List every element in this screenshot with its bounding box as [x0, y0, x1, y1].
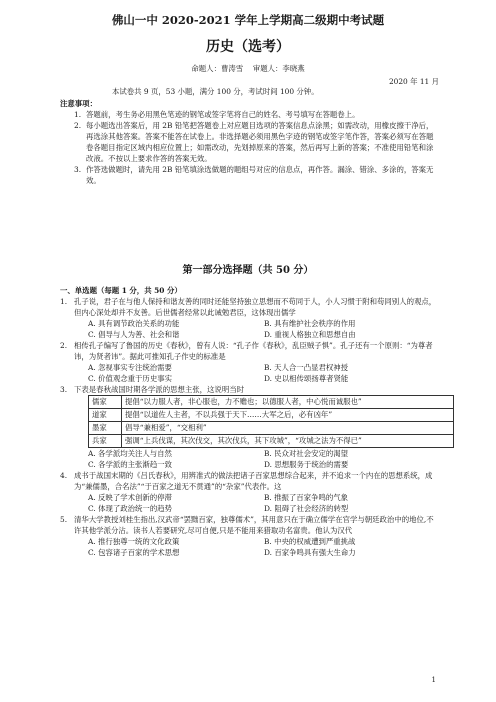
option-a: A. 推行独尊一统的文化政策 [88, 537, 180, 546]
question-text: 成书于战国末期的《吕氏春秋》，用辨准式的做法把诸子百家思想综合起来，并不追求一个内在的思想系统，成为“兼儒墨，合名法”“于百家之道无不贯通”的“杂家”代表作。这 [74, 471, 433, 491]
table-row [89, 409, 454, 422]
question-2 [60, 340, 440, 384]
school-cell: 墨家 [89, 422, 122, 435]
question-number: 4. [60, 471, 68, 480]
school-cell: 道家 [89, 409, 122, 422]
idea-cell: 倡导“兼相爱”，“交相利” [122, 422, 454, 435]
question-text: 相传孔子编写了鲁国的历史《春秋》，曾有人说：“孔子作《春秋》，乱臣贼子惧”。孔子还有一个原则：“为尊者讳，为贤者讳”。据此可推知孔子作史的标准是 [74, 341, 433, 361]
notice-item [74, 164, 439, 186]
exam-subject: 历史（选考） [206, 39, 290, 55]
option-a: A. 反映了学术创新的停滞 [88, 493, 172, 502]
notice-heading: 注意事项： [60, 99, 97, 108]
question-stem [60, 340, 440, 362]
exam-title: 佛山一中 2020-2021 学年上学期高二级期中考试题 [111, 13, 385, 27]
option-c: C. 倡导与人为善、社会和谐 [88, 330, 180, 339]
option-c: C. 体现了政治统一的趋势 [88, 504, 172, 513]
option-d: D. 百家争鸣具有强大生命力 [264, 548, 356, 557]
option-b: B. 推振了百家争鸣的气象 [264, 493, 349, 502]
option-group [60, 362, 440, 384]
notice-item [74, 109, 439, 120]
option-a: A. 各学派均关注人与自然 [88, 449, 172, 458]
notice-list [74, 109, 439, 186]
option-a: A. 忽视事实专注统治需要 [88, 363, 172, 372]
option-b: B. 天人合一凸显君权神授 [264, 363, 349, 372]
option-b: B. 中央的权威遭到严重挑战 [264, 537, 356, 546]
exam-authors: 命题人：曹涛雪 审题人：李晓燕 [191, 64, 305, 73]
idea-cell: 强调“上兵伐谋，其次伐交，其次伐兵，其下攻城”，“攻城之法为不得已” [122, 435, 454, 448]
notice-item [74, 120, 439, 164]
option-d: D. 阻碍了社会经济的转型 [264, 504, 349, 513]
question-1 [60, 296, 440, 340]
section-title: 一、单选题（每题 1 分，共 50 分） [60, 286, 182, 295]
option-group [60, 536, 440, 558]
option-d: D. 重视人格独立和思想自由 [264, 330, 356, 339]
question-stem [60, 384, 440, 395]
question-stem [60, 470, 440, 492]
question-text: 孔子说，君子在与他人保持和谐友善的同时还能坚持独立思想而不苟同于人，小人习惯于附和苟同别人的观点，但内心深处却并不友善。后世儒者经常以此诫勉君臣，这体现出儒学 [74, 297, 437, 317]
idea-cell: 提倡“以力服人者，非心服也，力不赡也；以德服人者，中心悦而诚服也” [122, 396, 454, 409]
question-text: 下表是春秋战国时期各学派的思想主张，这说明当时 [74, 385, 244, 394]
part-one-title: 第一部分选择题（共 50 分） [182, 265, 314, 276]
option-group [60, 448, 440, 470]
option-group [60, 318, 440, 340]
table-row [89, 396, 454, 409]
question-stem [60, 296, 440, 318]
question-number: 1. [60, 297, 68, 306]
notice-text: 作答选做题时，请先用 2B 铅笔填涂选做题的题组号对应的信息点，再作答。漏涂、错涂、多涂的，答案无效。 [86, 165, 434, 185]
exam-date: 2020 年 11 月 [388, 77, 439, 86]
option-group [60, 492, 440, 514]
option-b: B. 民众对社会安定的渴望 [264, 449, 349, 458]
table-row [89, 422, 454, 435]
option-a: A. 具有调节政治关系的功能 [88, 319, 180, 328]
question-list [60, 296, 440, 558]
school-cell: 儒家 [89, 396, 122, 409]
question-5 [60, 514, 440, 558]
notice-number: 3. [74, 165, 82, 174]
notice-text: 每小题选出答案后，用 2B 铅笔把答题卷上对应题目选项的答案信息点涂黑；如需改动，用橡皮擦干净后，再选涂其他答案。答案不能答在试卷上。非选择题必须用黑色字迹的钢笔或签字笔作答，答案必须写在答题卷各题目指定区域内相应位置上；如需改动，先划掉原来的答案，然后再写上新的答案；不准使用铅笔和涂改液。不按以上要求作答的答案无效。 [86, 121, 434, 163]
table-row [89, 435, 454, 448]
exam-intro: 本试卷共 9 页，53 小题，满分 100 分，考试时间 100 分钟。 [112, 87, 319, 96]
option-d: D. 史以相传颂扬尊者贤能 [264, 374, 349, 383]
question-number: 2. [60, 341, 68, 350]
option-d: D. 思想服务于统治的需要 [264, 460, 349, 469]
notice-number: 2. [74, 121, 82, 130]
notice-number: 1. [74, 110, 82, 119]
school-cell: 兵家 [89, 435, 122, 448]
option-c: C. 价值观念重于历史事实 [88, 374, 172, 383]
question-number: 5. [60, 515, 68, 524]
option-c: C. 包容诸子百家的学术思想 [88, 548, 180, 557]
idea-cell: 提倡“以道佐人主者，不以兵强于天下……大军之后，必有凶年” [122, 409, 454, 422]
question-stem [60, 514, 440, 536]
question-3 [60, 384, 440, 470]
schools-table [88, 395, 454, 448]
notice-text: 答题前，考生务必用黑色笔迹的钢笔或签字笔将自己的姓名、考号填写在答题卷上。 [86, 110, 360, 119]
option-c: C. 各学派的主张渐趋一致 [88, 460, 172, 469]
question-text: 清华大学教授刘桂生指出,汉武帝“罢黜百家，独尊儒术”，其用意只在于确立儒学在官学与朝廷政治中的地位,不许其他学派分沾。读书人若要研究,尽可自便,只是不能用来猎取功名富贵。他认为汉代 [74, 515, 434, 535]
page-number: 1 [431, 676, 436, 684]
question-4 [60, 470, 440, 514]
question-number: 3. [60, 385, 68, 394]
option-b: B. 具有维护社会秩序的作用 [264, 319, 356, 328]
